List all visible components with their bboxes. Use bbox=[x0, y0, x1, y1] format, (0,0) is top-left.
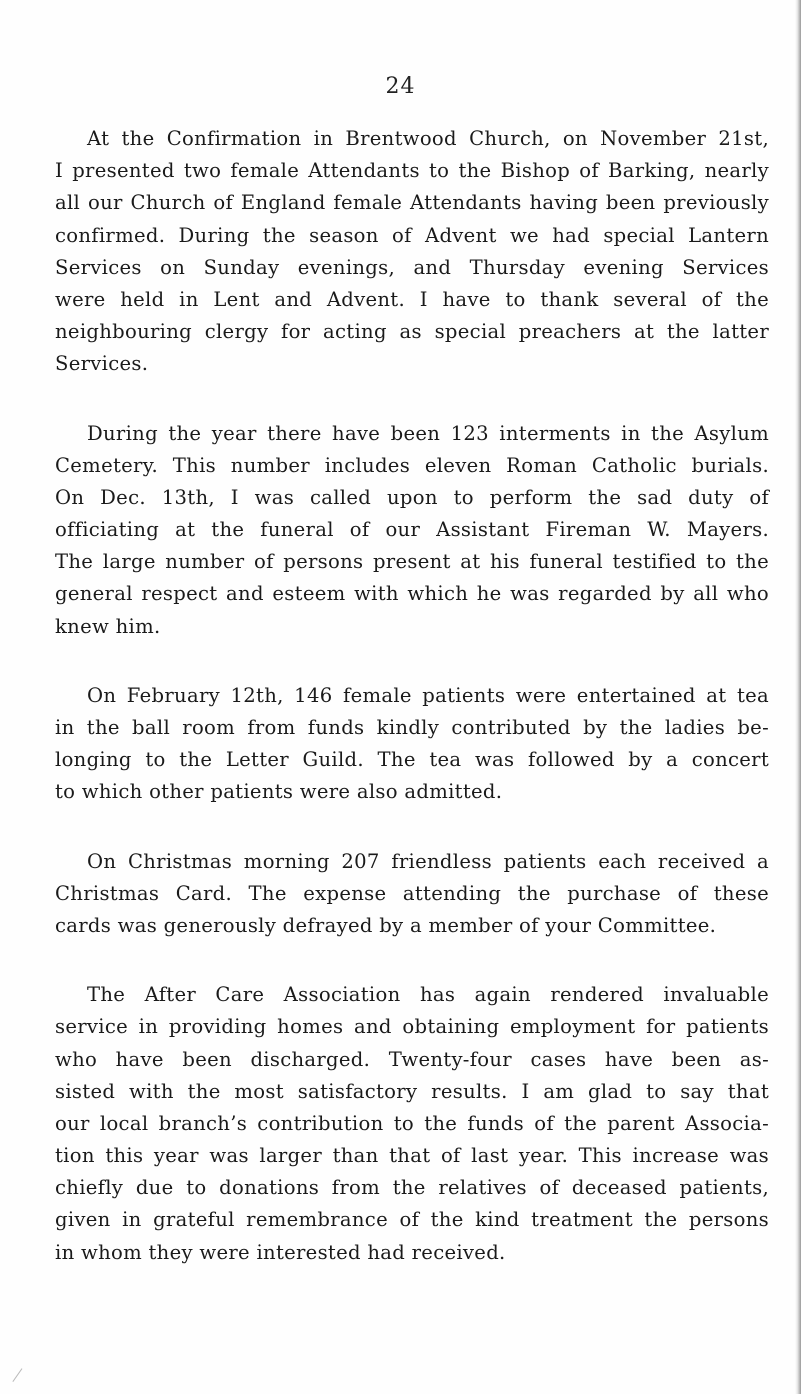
text-line: On Dec. 13th, I was called upon to perform the sad duty of bbox=[55, 485, 769, 509]
stray-pencil-mark bbox=[12, 1368, 30, 1387]
paragraph-confirmation bbox=[55, 123, 769, 381]
text-line: in the ball room from funds kindly contributed by the ladies be- bbox=[55, 716, 769, 739]
text-line: During the year there have been 123 interments in the Asylum bbox=[87, 421, 769, 445]
text-line: Services on Sunday evenings, and Thursday evening Services bbox=[55, 255, 769, 279]
text-line: The large number of persons present at his funeral testified to the bbox=[55, 550, 769, 574]
text-line: Cemetery. This number includes eleven Roman Catholic burials. bbox=[55, 453, 769, 477]
text-line: tion this year was larger than that of last year. This increase was bbox=[55, 1144, 769, 1168]
text-line: officiating at the funeral of our Assistant Fireman W. Mayers. bbox=[55, 518, 769, 542]
text-line: I presented two female Attendants to the Bishop of Barking, nearly bbox=[55, 159, 769, 183]
text-line: all our Church of England female Attendants having been previously bbox=[55, 191, 769, 215]
body-text bbox=[55, 123, 769, 1306]
text-line: neighbouring clergy for acting as special preachers at the latter bbox=[55, 320, 769, 344]
page-number: 24 bbox=[385, 74, 416, 99]
text-line: confirmed. During the season of Advent we had special Lantern bbox=[55, 223, 769, 247]
text-line: were held in Lent and Advent. I have to thank several of the bbox=[55, 287, 769, 311]
text-line: The After Care Association has again rendered invaluable bbox=[87, 983, 769, 1007]
text-line: chiefly due to donations from the relatives of deceased patients, bbox=[55, 1176, 769, 1200]
page-edge-shadow bbox=[795, 0, 801, 1394]
text-line: cards was generously defrayed by a member of your Committee. bbox=[55, 913, 717, 937]
text-line: On Christmas morning 207 friendless patients each received a bbox=[87, 849, 769, 873]
text-line: Services. bbox=[55, 352, 149, 376]
text-line: given in grateful remembrance of the kind treatment the persons bbox=[55, 1208, 769, 1232]
text-line: our local branch’s contribution to the funds of the parent Associa- bbox=[55, 1111, 769, 1135]
text-line: knew him. bbox=[55, 614, 161, 638]
text-line: Christmas Card. The expense attending the purchase of these bbox=[55, 881, 769, 905]
text-line: At the Confirmation in Brentwood Church, on November 21st, bbox=[87, 127, 769, 150]
text-line: in whom they were interested had received. bbox=[55, 1240, 506, 1264]
paragraph-christmas bbox=[55, 846, 769, 943]
paragraph-tea bbox=[55, 680, 769, 809]
paragraph-interments bbox=[55, 418, 769, 643]
text-line: who have been discharged. Twenty-four cases have been as- bbox=[55, 1047, 769, 1071]
text-line: longing to the Letter Guild. The tea was followed by a concert bbox=[55, 748, 769, 772]
text-line: general respect and esteem with which he was regarded by all who bbox=[55, 582, 769, 606]
text-line: service in providing homes and obtaining employment for patients bbox=[55, 1015, 769, 1039]
text-line: sisted with the most satisfactory results. I am glad to say that bbox=[55, 1079, 769, 1103]
text-line: to which other patients were also admitted. bbox=[55, 780, 503, 804]
paragraph-after-care bbox=[55, 979, 769, 1269]
text-line: On February 12th, 146 female patients were entertained at tea bbox=[87, 683, 769, 707]
